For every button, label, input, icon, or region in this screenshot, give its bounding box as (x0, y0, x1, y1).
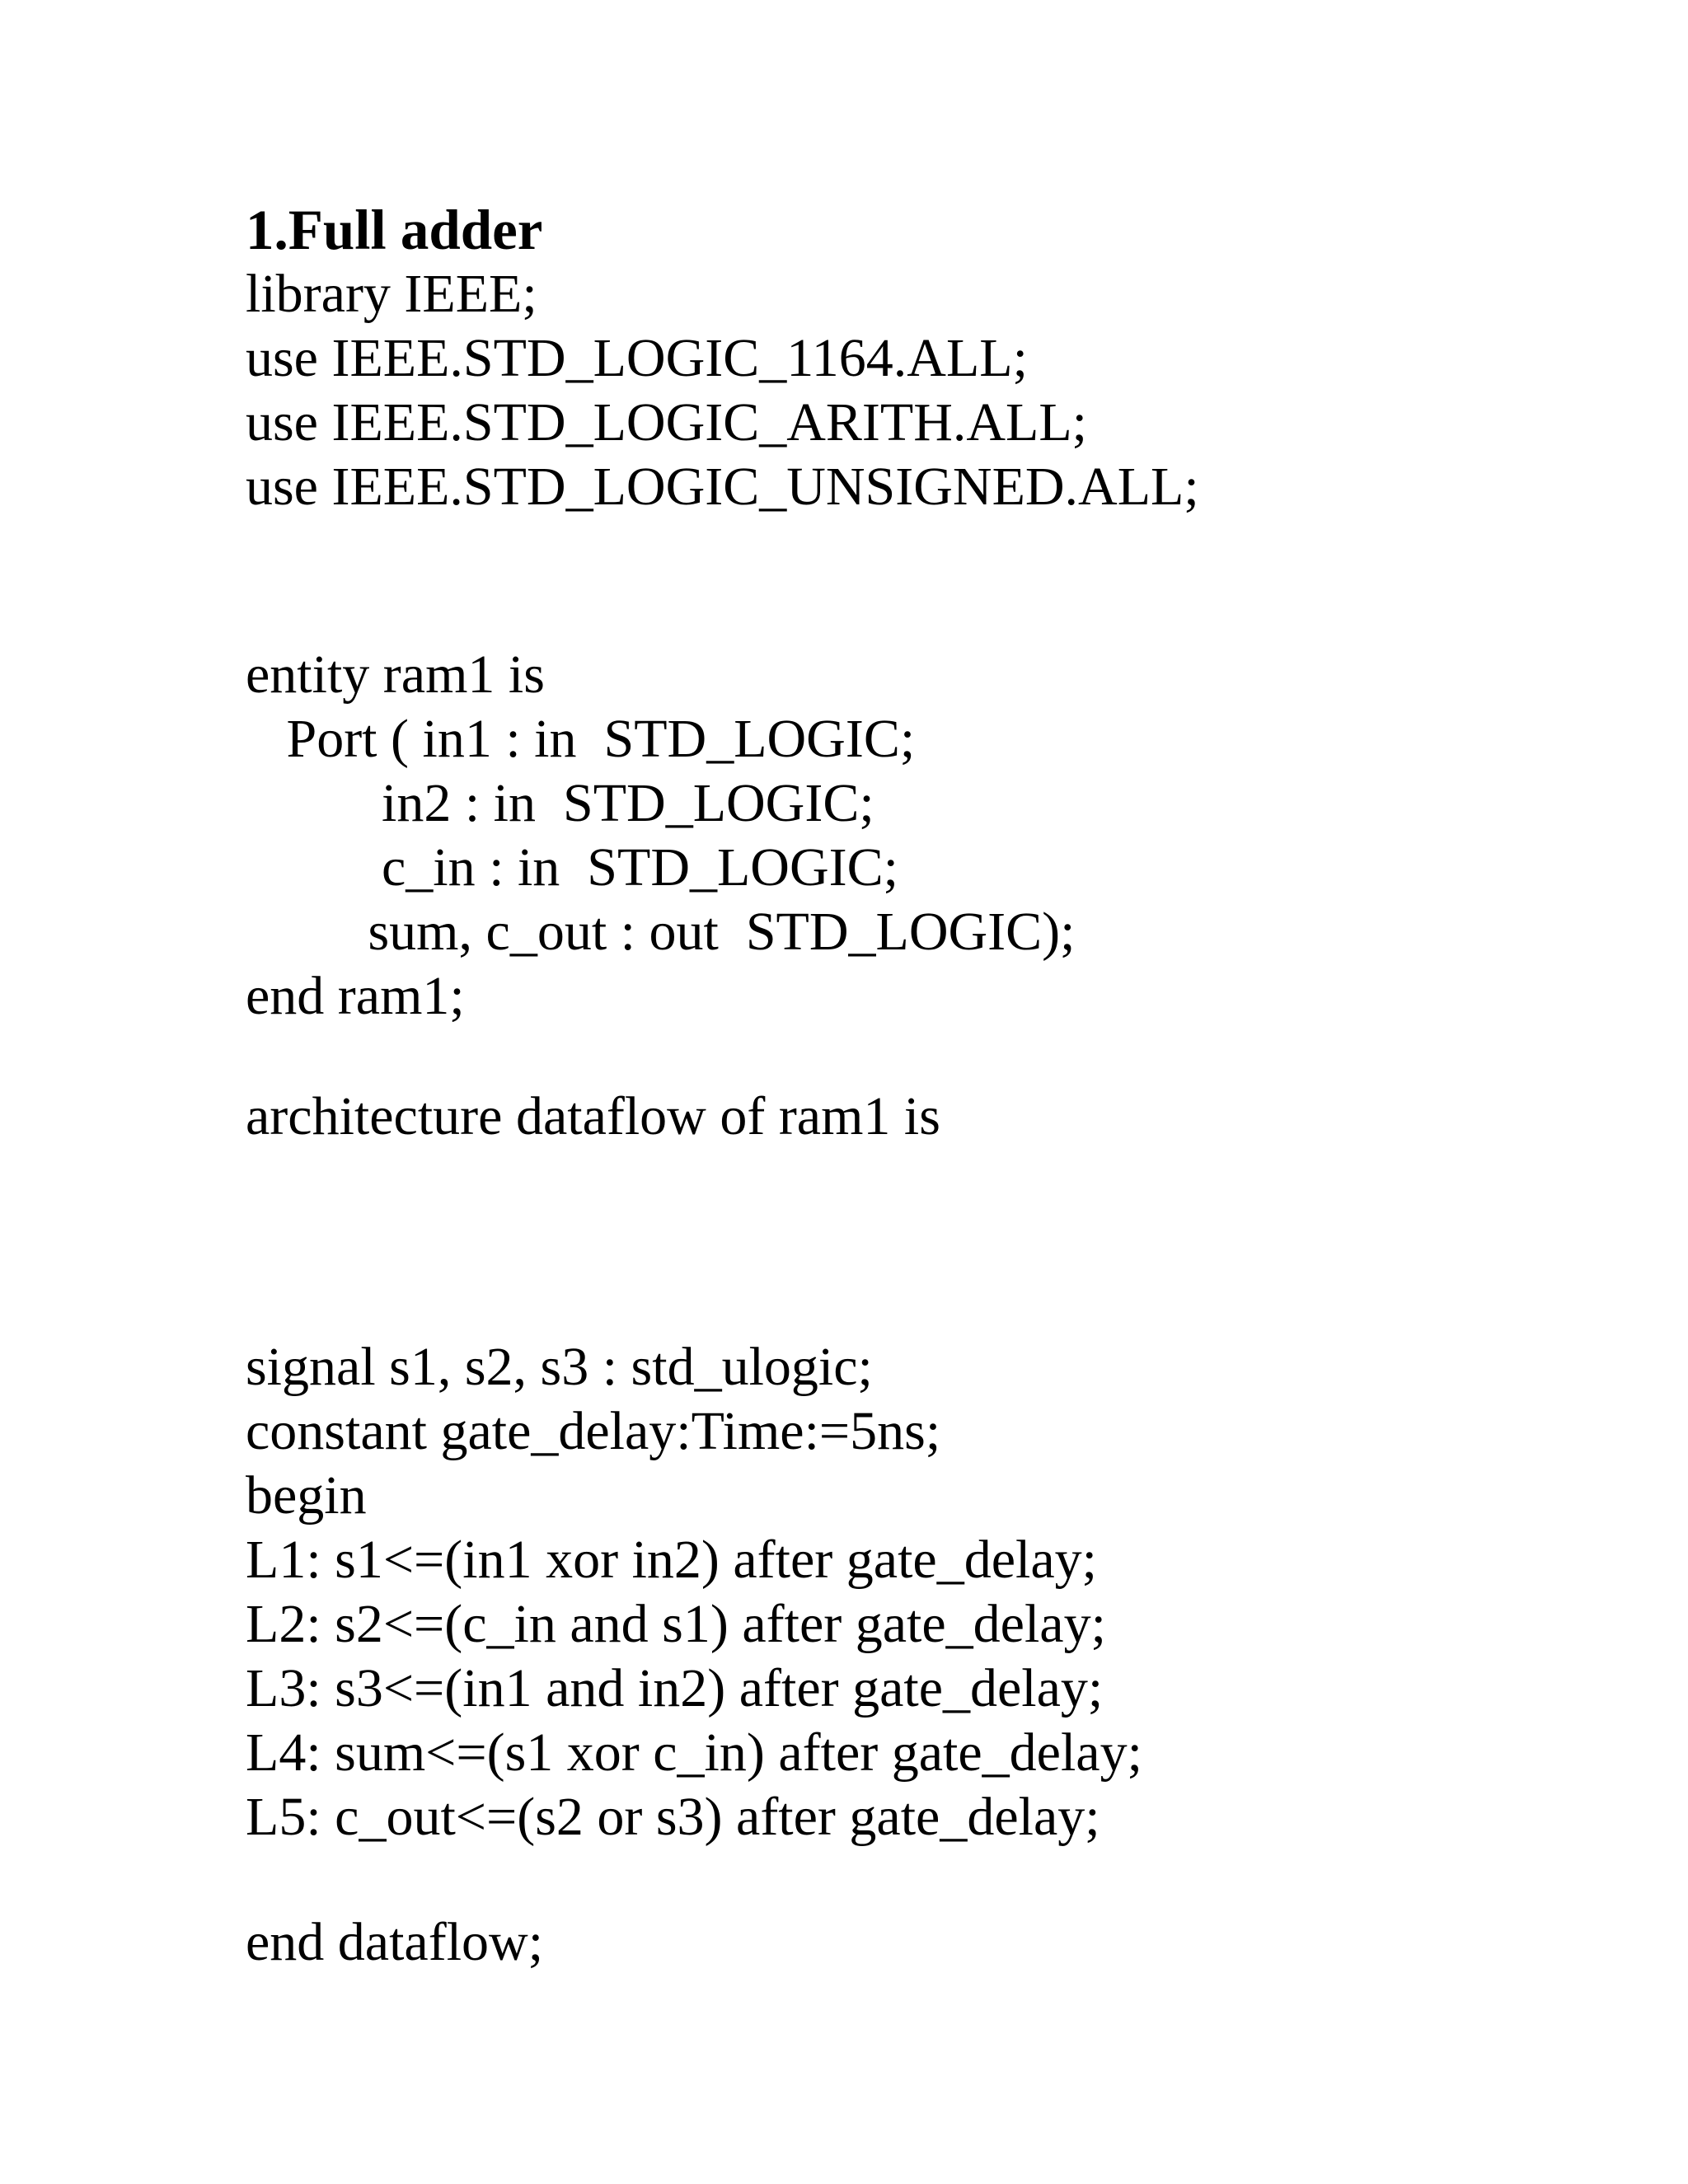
code-line: L1: s1<=(in1 xor in2) after gate_delay; (246, 1530, 1097, 1590)
code-line: in2 : in STD_LOGIC; (246, 773, 874, 833)
section-title: 1.Full adder (246, 199, 543, 261)
code-line: sum, c_out : out STD_LOGIC); (246, 902, 1076, 962)
code-line: L3: s3<=(in1 and in2) after gate_delay; (246, 1658, 1104, 1718)
code-line: use IEEE.STD_LOGIC_ARITH.ALL; (246, 392, 1088, 452)
code-line: library IEEE; (246, 264, 537, 324)
code-line: L5: c_out<=(s2 or s3) after gate_delay; (246, 1787, 1100, 1847)
code-line: begin (246, 1465, 367, 1526)
code-line: constant gate_delay:Time:=5ns; (246, 1401, 941, 1461)
code-line: architecture dataflow of ram1 is (246, 1086, 940, 1146)
code-line: c_in : in STD_LOGIC; (246, 837, 898, 898)
code-line: L4: sum<=(s1 xor c_in) after gate_delay; (246, 1722, 1142, 1783)
code-line: entity ram1 is (246, 644, 545, 705)
code-line: end dataflow; (246, 1912, 544, 1972)
code-line: signal s1, s2, s3 : std_ulogic; (246, 1337, 873, 1397)
code-line: use IEEE.STD_LOGIC_1164.ALL; (246, 328, 1028, 388)
code-line: end ram1; (246, 966, 465, 1026)
code-line: Port ( in1 : in STD_LOGIC; (246, 709, 916, 769)
code-line: use IEEE.STD_LOGIC_UNSIGNED.ALL; (246, 457, 1199, 517)
code-line: L2: s2<=(c_in and s1) after gate_delay; (246, 1594, 1106, 1654)
